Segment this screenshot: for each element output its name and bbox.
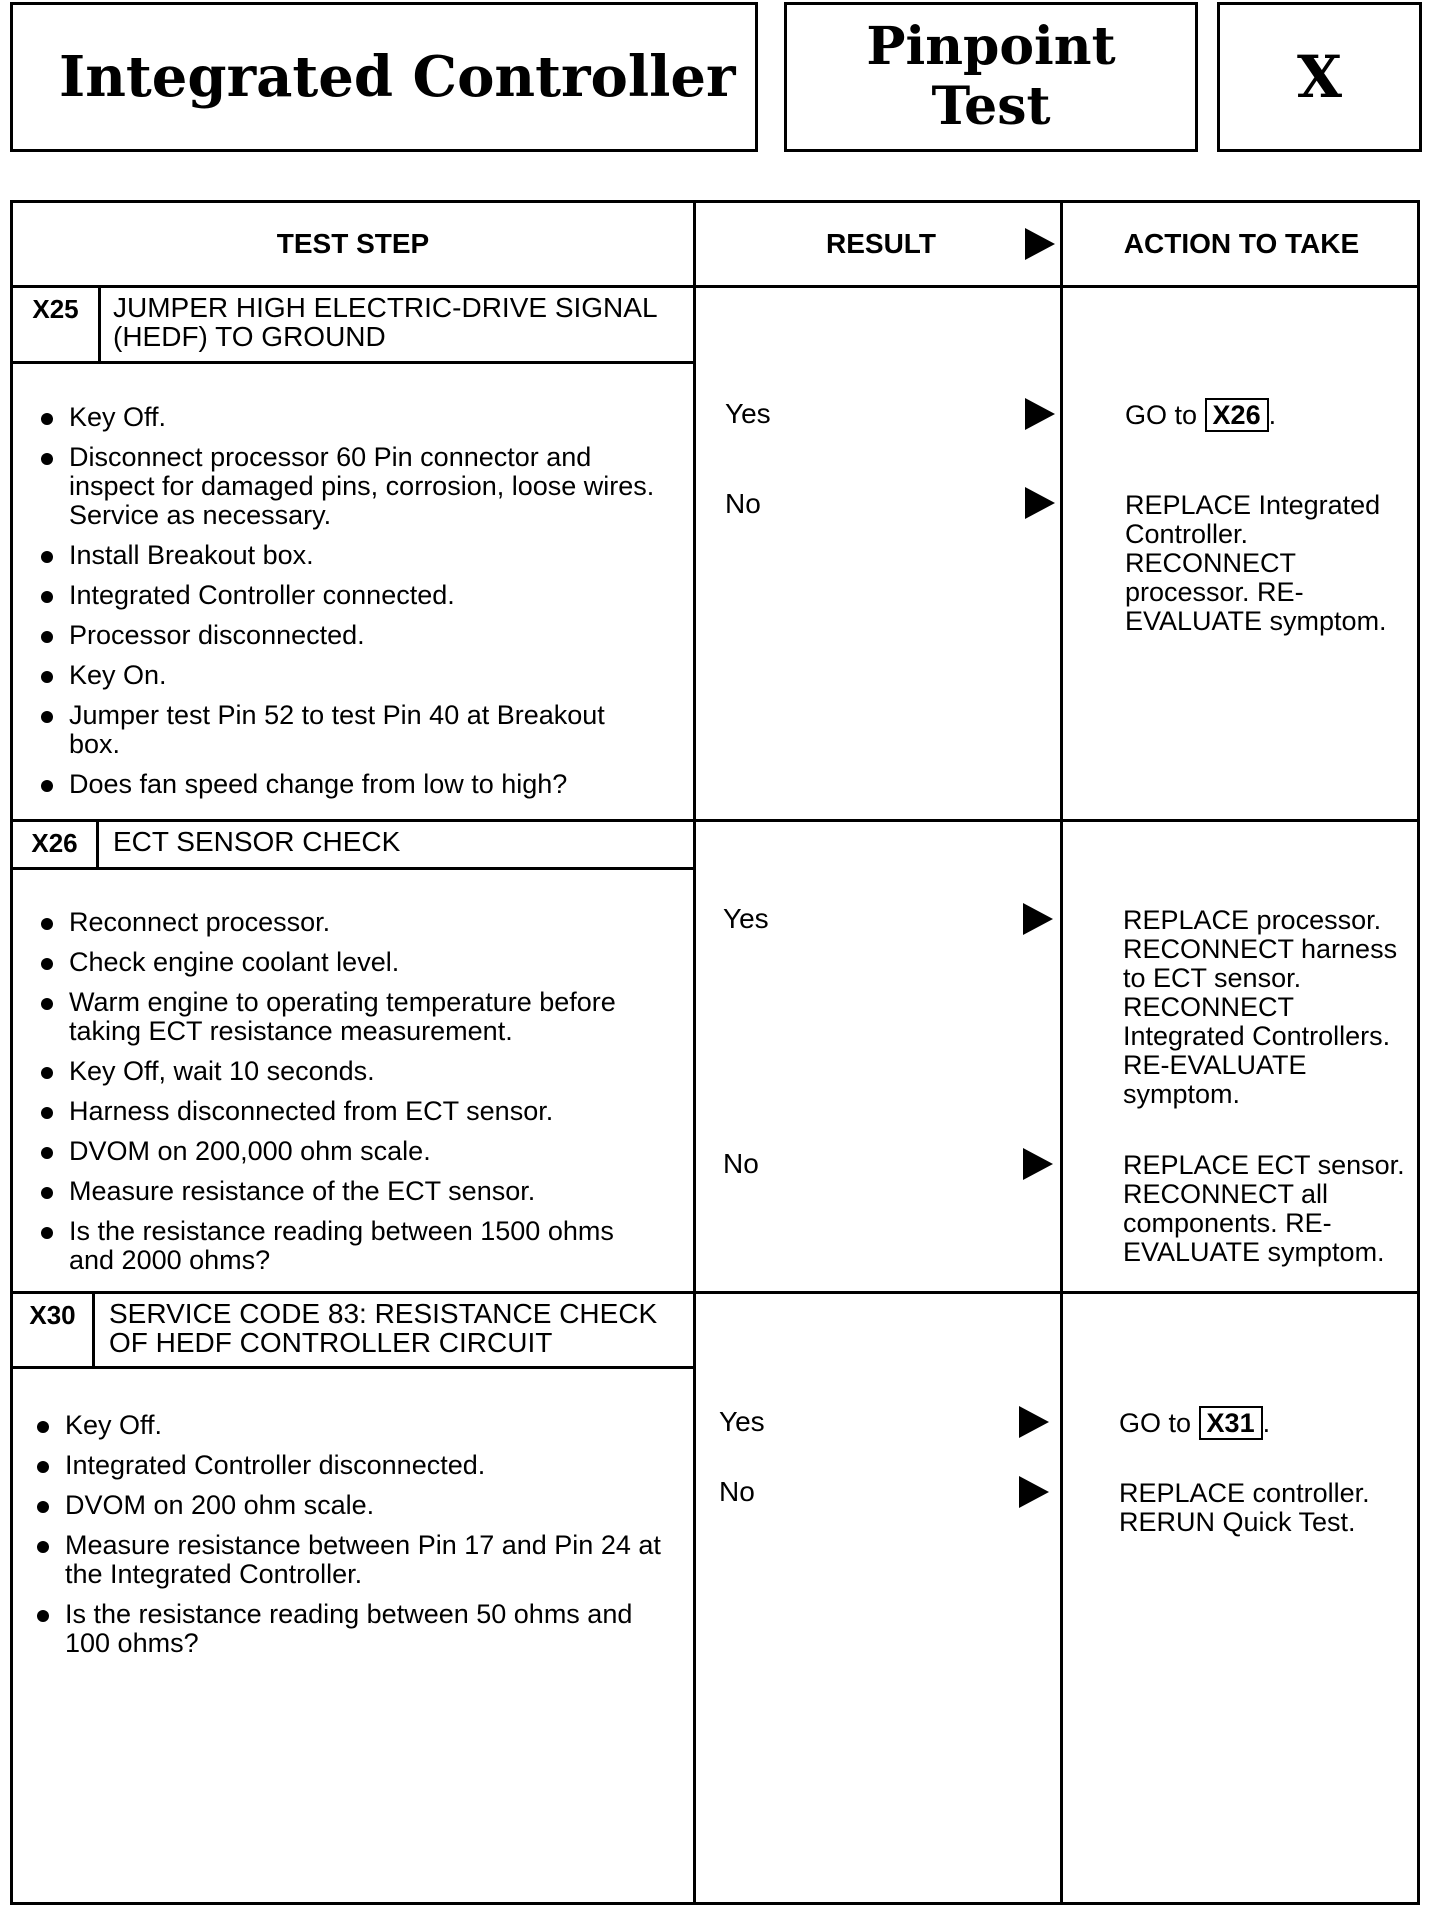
title-box [10,2,758,152]
list-item: DVOM on 200,000 ohm scale. [39,1137,659,1166]
list-item: Measure resistance between Pin 17 and Pin 24 at the Integrated Controller. [35,1531,665,1589]
result-yes: Yes [725,398,771,429]
result-header: RESULT [826,228,936,259]
step-bullets [39,908,659,1286]
step-id: X26 [13,822,99,867]
list-item: Harness disconnected from ECT sensor. [39,1097,659,1126]
action-text: REPLACE Integrated Controller. RECONNECT processor. RE-EVALUATE symptom. [1125,490,1387,636]
list-item: Is the resistance reading between 50 ohms and 100 ohms? [35,1600,665,1658]
test-label: Test [931,76,1051,137]
step-reference[interactable]: X31 [1199,1406,1263,1440]
section-letter: X [1296,43,1342,111]
step-reference[interactable]: X26 [1205,398,1269,432]
result-yes: Yes [723,903,769,934]
step-title: JUMPER HIGH ELECTRIC-DRIVE SIGNAL (HEDF) TO GROUND [113,292,658,352]
list-item: Is the resistance reading between 1500 ohms and 2000 ohms? [39,1217,659,1275]
result-arrow-icon [1025,487,1055,519]
result-arrow-icon [1023,1148,1053,1180]
pinpoint-test-table [10,200,1420,1905]
column-divider-2 [1060,203,1063,1902]
list-item: Processor disconnected. [39,621,659,650]
step-divider [13,1291,1417,1294]
result-arrow-icon [1025,398,1055,430]
step-divider [13,819,1417,822]
step-title: SERVICE CODE 83: RESISTANCE CHECK OF HEDF CONTROLLER CIRCUIT [109,1298,658,1358]
list-item: Check engine coolant level. [39,948,659,977]
action-go-to: GO to X31 . [1119,1408,1271,1438]
list-item: Key Off. [39,403,659,432]
pinpoint-test-box [784,2,1198,152]
list-item: Measure resistance of the ECT sensor. [39,1177,659,1206]
result-arrow-icon [1023,903,1053,935]
result-yes: Yes [719,1406,765,1437]
result-arrow-icon [1019,1476,1049,1508]
step-title-divider [13,361,693,364]
action-text: REPLACE ECT sensor. RECONNECT all components. RE-EVALUATE symptom. [1123,1150,1405,1267]
result-arrow-icon [1025,228,1055,260]
step-id: X30 [13,1294,95,1366]
list-item: Reconnect processor. [39,908,659,937]
list-item: Does fan speed change from low to high? [39,770,659,799]
step-title-divider [13,867,693,870]
result-no: No [719,1476,755,1507]
test-step-header: TEST STEP [276,228,430,259]
step-title-divider [13,1366,693,1369]
list-item: Key On. [39,661,659,690]
result-arrow-icon [1019,1406,1049,1438]
step-id: X25 [13,288,101,361]
step-bullets [39,403,659,810]
list-item: Key Off. [35,1411,665,1440]
list-item: DVOM on 200 ohm scale. [35,1491,665,1520]
header-divider [13,285,1417,288]
list-item: Jumper test Pin 52 to test Pin 40 at Breakout box. [39,701,659,759]
list-item: Warm engine to operating temperature before taking ECT resistance measurement. [39,988,659,1046]
action-text: REPLACE controller. RERUN Quick Test. [1119,1478,1370,1537]
step-title: ECT SENSOR CHECK [113,826,401,857]
action-go-to: GO to X26 . [1125,400,1277,430]
action-header: ACTION TO TAKE [1123,228,1360,259]
page-title: Integrated Controller [59,44,736,110]
pinpoint-label: Pinpoint [866,16,1116,77]
list-item: Install Breakout box. [39,541,659,570]
result-no: No [725,488,761,519]
list-item: Integrated Controller connected. [39,581,659,610]
step-bullets [35,1411,665,1669]
section-letter-box [1217,2,1422,152]
result-no: No [723,1148,759,1179]
list-item: Disconnect processor 60 Pin connector and inspect for damaged pins, corrosion, loose wires. Service as necessary. [39,443,659,530]
list-item: Integrated Controller disconnected. [35,1451,665,1480]
list-item: Key Off, wait 10 seconds. [39,1057,659,1086]
action-text: REPLACE processor. RECONNECT harness to ECT sensor. RECONNECT Integrated Controllers. RE-EVALUATE symptom. [1123,905,1398,1109]
column-divider-1 [693,203,696,1902]
